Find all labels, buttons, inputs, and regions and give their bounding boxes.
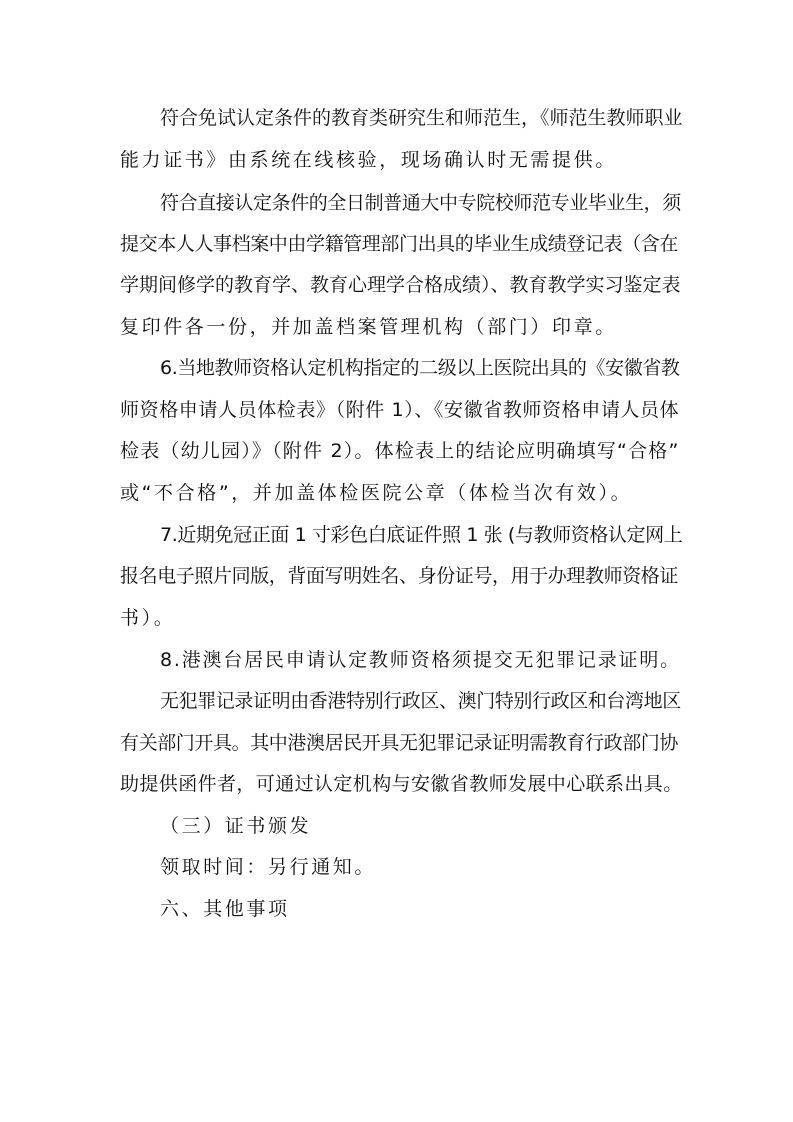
- paragraph-line: 或“不合格”，并加盖体检医院公章（体检当次有效）。: [120, 482, 633, 504]
- paragraph-line: 7.近期免冠正面 1 寸彩色白底证件照 1 张 (与教师资格认定网上: [160, 524, 683, 546]
- paragraph-line: 符合直接认定条件的全日制普通大中专院校师范专业毕业生，须: [160, 192, 681, 214]
- paragraph-line: 师资格申请人员体检表》（附件 1）、《安徽省教师资格申请人员体: [120, 399, 680, 421]
- paragraph-line: 有关部门开具。其中港澳居民开具无犯罪记录证明需教育行政部门协: [120, 732, 679, 754]
- paragraph-line: 领取时间：另行通知。: [160, 856, 377, 878]
- paragraph-line: 检表（幼儿园）》（附件 2）。体检表上的结论应明确填写“合格”: [120, 440, 680, 462]
- paragraph-line: 符合免试认定条件的教育类研究生和师范生，《师范生教师职业: [160, 107, 683, 129]
- paragraph-line: 8.港澳台居民申请认定教师资格须提交无犯罪记录证明。: [160, 649, 681, 671]
- paragraph-line: 助提供函件者，可通过认定机构与安徽省教师发展中心联系出具。: [120, 773, 683, 795]
- paragraph-line: 提交本人人事档案中由学籍管理部门出具的毕业生成绩登记表（含在: [120, 233, 679, 255]
- section-heading: 六、其他事项: [160, 898, 290, 920]
- paragraph-line: 能力证书》由系统在线核验，现场确认时无需提供。: [120, 149, 617, 171]
- paragraph-line: 报名电子照片同版，背面写明姓名、身份证号，用于办理教师资格证: [120, 565, 679, 587]
- paragraph-line: 书）。: [120, 607, 176, 629]
- paragraph-line: 无犯罪记录证明由香港特别行政区、澳门特别行政区和台湾地区: [160, 690, 681, 712]
- paragraph-line: 复印件各一份，并加盖档案管理机构（部门）印章。: [120, 316, 617, 338]
- paragraph-line: 6.当地教师资格认定机构指定的二级以上医院出具的《安徽省教: [160, 357, 680, 379]
- section-heading: （三）证书颁发: [160, 815, 312, 837]
- paragraph-line: 学期间修学的教育学、教育心理学合格成绩）、教育教学实习鉴定表: [120, 274, 681, 296]
